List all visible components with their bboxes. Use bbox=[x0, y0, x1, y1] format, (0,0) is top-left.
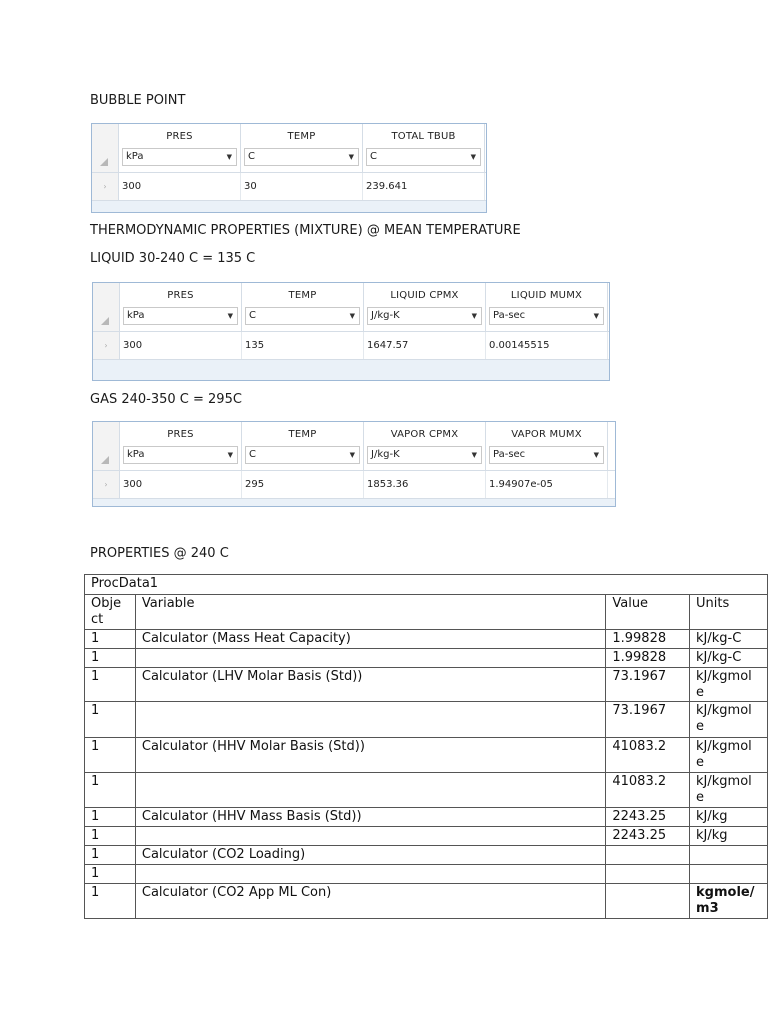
cell-variable: Calculator (CO2 Loading) bbox=[135, 846, 605, 865]
chevron-down-icon: ▼ bbox=[348, 153, 354, 161]
unit-value: kPa bbox=[127, 310, 145, 321]
header-units: Units bbox=[690, 595, 768, 630]
grid-header bbox=[92, 124, 486, 173]
chevron-down-icon: ▼ bbox=[470, 153, 476, 161]
cell-variable: Calculator (HHV Mass Basis (Std)) bbox=[135, 808, 605, 827]
unit-select[interactable] bbox=[244, 148, 359, 166]
procdata-table bbox=[84, 574, 768, 919]
unit-select[interactable] bbox=[489, 446, 604, 464]
cell-pres[interactable]: 300 bbox=[120, 332, 242, 359]
cell-object: 1 bbox=[85, 808, 136, 827]
chevron-down-icon: ▼ bbox=[227, 451, 233, 459]
table-row bbox=[85, 702, 768, 738]
cell-units: kJ/kg bbox=[690, 808, 768, 827]
cell-object: 1 bbox=[85, 827, 136, 846]
cell-object: 1 bbox=[85, 630, 136, 649]
cell-variable bbox=[135, 827, 605, 846]
table-row bbox=[85, 649, 768, 668]
table-row bbox=[85, 773, 768, 808]
select-all-icon bbox=[101, 456, 109, 464]
cell-object: 1 bbox=[85, 865, 136, 884]
column-vapor-cpmx bbox=[364, 422, 486, 470]
unit-select[interactable] bbox=[367, 446, 482, 464]
chevron-down-icon: ▼ bbox=[349, 312, 355, 320]
cell-units: kJ/kg bbox=[690, 827, 768, 846]
column-title: PRES bbox=[166, 131, 193, 142]
cell-value: 41083.2 bbox=[606, 738, 690, 773]
table-row bbox=[92, 173, 486, 201]
column-title: VAPOR MUMX bbox=[511, 429, 582, 440]
cell-value: 2243.25 bbox=[606, 808, 690, 827]
thermo-heading: THERMODYNAMIC PROPERTIES (MIXTURE) @ MEAN TEMPERATURE bbox=[90, 223, 521, 238]
cell-pres[interactable]: 300 bbox=[120, 471, 242, 498]
select-all-icon bbox=[101, 317, 109, 325]
unit-select[interactable] bbox=[245, 446, 360, 464]
table-row bbox=[93, 471, 615, 499]
header-variable: Variable bbox=[135, 595, 605, 630]
unit-value: C bbox=[370, 151, 377, 162]
cell-units: kJ/kgmol e bbox=[690, 702, 768, 738]
unit-value: kPa bbox=[126, 151, 144, 162]
column-title: PRES bbox=[167, 290, 194, 301]
cell-temp[interactable]: 295 bbox=[242, 471, 364, 498]
cell-units: kJ/kg-C bbox=[690, 630, 768, 649]
unit-select[interactable] bbox=[367, 307, 482, 325]
vapor-properties-grid bbox=[92, 421, 616, 507]
cell-variable: Calculator (LHV Molar Basis (Std)) bbox=[135, 668, 605, 702]
cell-value: 41083.2 bbox=[606, 773, 690, 808]
cell-units: kgmole/ m3 bbox=[690, 884, 768, 919]
cell-value: 1.99828 bbox=[606, 649, 690, 668]
column-liquid-mumx bbox=[486, 283, 608, 331]
cell-variable: Calculator (Mass Heat Capacity) bbox=[135, 630, 605, 649]
table-row bbox=[85, 865, 768, 884]
cell-object: 1 bbox=[85, 649, 136, 668]
chevron-down-icon: ▼ bbox=[593, 312, 599, 320]
unit-value: C bbox=[248, 151, 255, 162]
grid-header bbox=[93, 283, 609, 332]
cell-variable bbox=[135, 773, 605, 808]
procdata-title: ProcData1 bbox=[85, 575, 768, 595]
header-object: Obje ct bbox=[85, 595, 136, 630]
cell-value bbox=[606, 846, 690, 865]
cell-variable bbox=[135, 702, 605, 738]
column-title: TEMP bbox=[288, 290, 317, 301]
cell-pres[interactable]: 300 bbox=[119, 173, 241, 200]
cell-value: 73.1967 bbox=[606, 668, 690, 702]
cell-object: 1 bbox=[85, 773, 136, 808]
unit-value: J/kg-K bbox=[371, 310, 400, 321]
table-row bbox=[85, 884, 768, 919]
grid-corner[interactable] bbox=[93, 283, 120, 331]
table-row bbox=[85, 827, 768, 846]
cell-units: kJ/kgmol e bbox=[690, 738, 768, 773]
row-marker-icon[interactable]: › bbox=[92, 173, 119, 200]
cell-liquid-mumx[interactable]: 0.00145515 bbox=[486, 332, 608, 359]
chevron-down-icon: ▼ bbox=[471, 312, 477, 320]
column-title: TOTAL TBUB bbox=[391, 131, 456, 142]
unit-value: Pa-sec bbox=[493, 310, 526, 321]
cell-object: 1 bbox=[85, 846, 136, 865]
column-title: TEMP bbox=[287, 131, 316, 142]
table-row bbox=[85, 738, 768, 773]
select-all-icon bbox=[100, 158, 108, 166]
unit-select[interactable] bbox=[366, 148, 481, 166]
unit-value: C bbox=[249, 449, 256, 460]
unit-select[interactable] bbox=[123, 446, 238, 464]
cell-vapor-mumx[interactable]: 1.94907e-05 bbox=[486, 471, 608, 498]
table-row bbox=[85, 846, 768, 865]
cell-value: 2243.25 bbox=[606, 827, 690, 846]
chevron-down-icon: ▼ bbox=[471, 451, 477, 459]
table-row bbox=[93, 332, 609, 360]
table-row bbox=[85, 630, 768, 649]
unit-value: J/kg-K bbox=[371, 449, 400, 460]
cell-object: 1 bbox=[85, 668, 136, 702]
column-title: LIQUID MUMX bbox=[510, 290, 583, 301]
column-title: PRES bbox=[167, 429, 194, 440]
cell-variable: Calculator (CO2 App ML Con) bbox=[135, 884, 605, 919]
cell-object: 1 bbox=[85, 884, 136, 919]
unit-value: Pa-sec bbox=[493, 449, 526, 460]
cell-total-tbub[interactable]: 239.641 bbox=[363, 173, 485, 200]
cell-units bbox=[690, 846, 768, 865]
liquid-heading: LIQUID 30-240 C = 135 C bbox=[90, 251, 256, 266]
column-temp bbox=[241, 124, 363, 172]
chevron-down-icon: ▼ bbox=[349, 451, 355, 459]
row-marker-icon[interactable]: › bbox=[93, 332, 120, 359]
column-pres bbox=[119, 124, 241, 172]
row-marker-icon[interactable]: › bbox=[93, 471, 120, 498]
cell-vapor-cpmx[interactable]: 1853.36 bbox=[364, 471, 486, 498]
table-row bbox=[85, 668, 768, 702]
gas-heading: GAS 240-350 C = 295C bbox=[90, 392, 242, 407]
grid-corner[interactable] bbox=[93, 422, 120, 470]
bubble-point-grid bbox=[91, 123, 487, 213]
cell-units: kJ/kgmol e bbox=[690, 668, 768, 702]
header-value: Value bbox=[606, 595, 690, 630]
unit-select[interactable] bbox=[245, 307, 360, 325]
chevron-down-icon: ▼ bbox=[226, 153, 232, 161]
column-liquid-cpmx bbox=[364, 283, 486, 331]
grid-corner[interactable] bbox=[92, 124, 119, 172]
cell-temp[interactable]: 30 bbox=[241, 173, 363, 200]
unit-select[interactable] bbox=[489, 307, 604, 325]
unit-select[interactable] bbox=[123, 307, 238, 325]
cell-value bbox=[606, 865, 690, 884]
column-total-tbub bbox=[363, 124, 485, 172]
cell-value: 1.99828 bbox=[606, 630, 690, 649]
cell-variable bbox=[135, 649, 605, 668]
column-title: LIQUID CPMX bbox=[390, 290, 459, 301]
column-vapor-mumx bbox=[486, 422, 608, 470]
table-row bbox=[85, 808, 768, 827]
cell-value: 73.1967 bbox=[606, 702, 690, 738]
liquid-properties-grid bbox=[92, 282, 610, 381]
cell-units bbox=[690, 865, 768, 884]
chevron-down-icon: ▼ bbox=[593, 451, 599, 459]
cell-liquid-cpmx[interactable]: 1647.57 bbox=[364, 332, 486, 359]
cell-units: kJ/kg-C bbox=[690, 649, 768, 668]
column-temp bbox=[242, 283, 364, 331]
header-row bbox=[85, 595, 768, 630]
column-pres bbox=[120, 422, 242, 470]
cell-object: 1 bbox=[85, 738, 136, 773]
column-title: VAPOR CPMX bbox=[390, 429, 459, 440]
column-temp bbox=[242, 422, 364, 470]
cell-temp[interactable]: 135 bbox=[242, 332, 364, 359]
unit-value: C bbox=[249, 310, 256, 321]
cell-variable: Calculator (HHV Molar Basis (Std)) bbox=[135, 738, 605, 773]
cell-variable bbox=[135, 865, 605, 884]
column-title: TEMP bbox=[288, 429, 317, 440]
grid-header bbox=[93, 422, 615, 471]
cell-value bbox=[606, 884, 690, 919]
properties-240-heading: PROPERTIES @ 240 C bbox=[90, 546, 229, 561]
cell-units: kJ/kgmol e bbox=[690, 773, 768, 808]
unit-select[interactable] bbox=[122, 148, 237, 166]
cell-object: 1 bbox=[85, 702, 136, 738]
bubble-point-heading: BUBBLE POINT bbox=[90, 93, 186, 108]
unit-value: kPa bbox=[127, 449, 145, 460]
column-pres bbox=[120, 283, 242, 331]
chevron-down-icon: ▼ bbox=[227, 312, 233, 320]
